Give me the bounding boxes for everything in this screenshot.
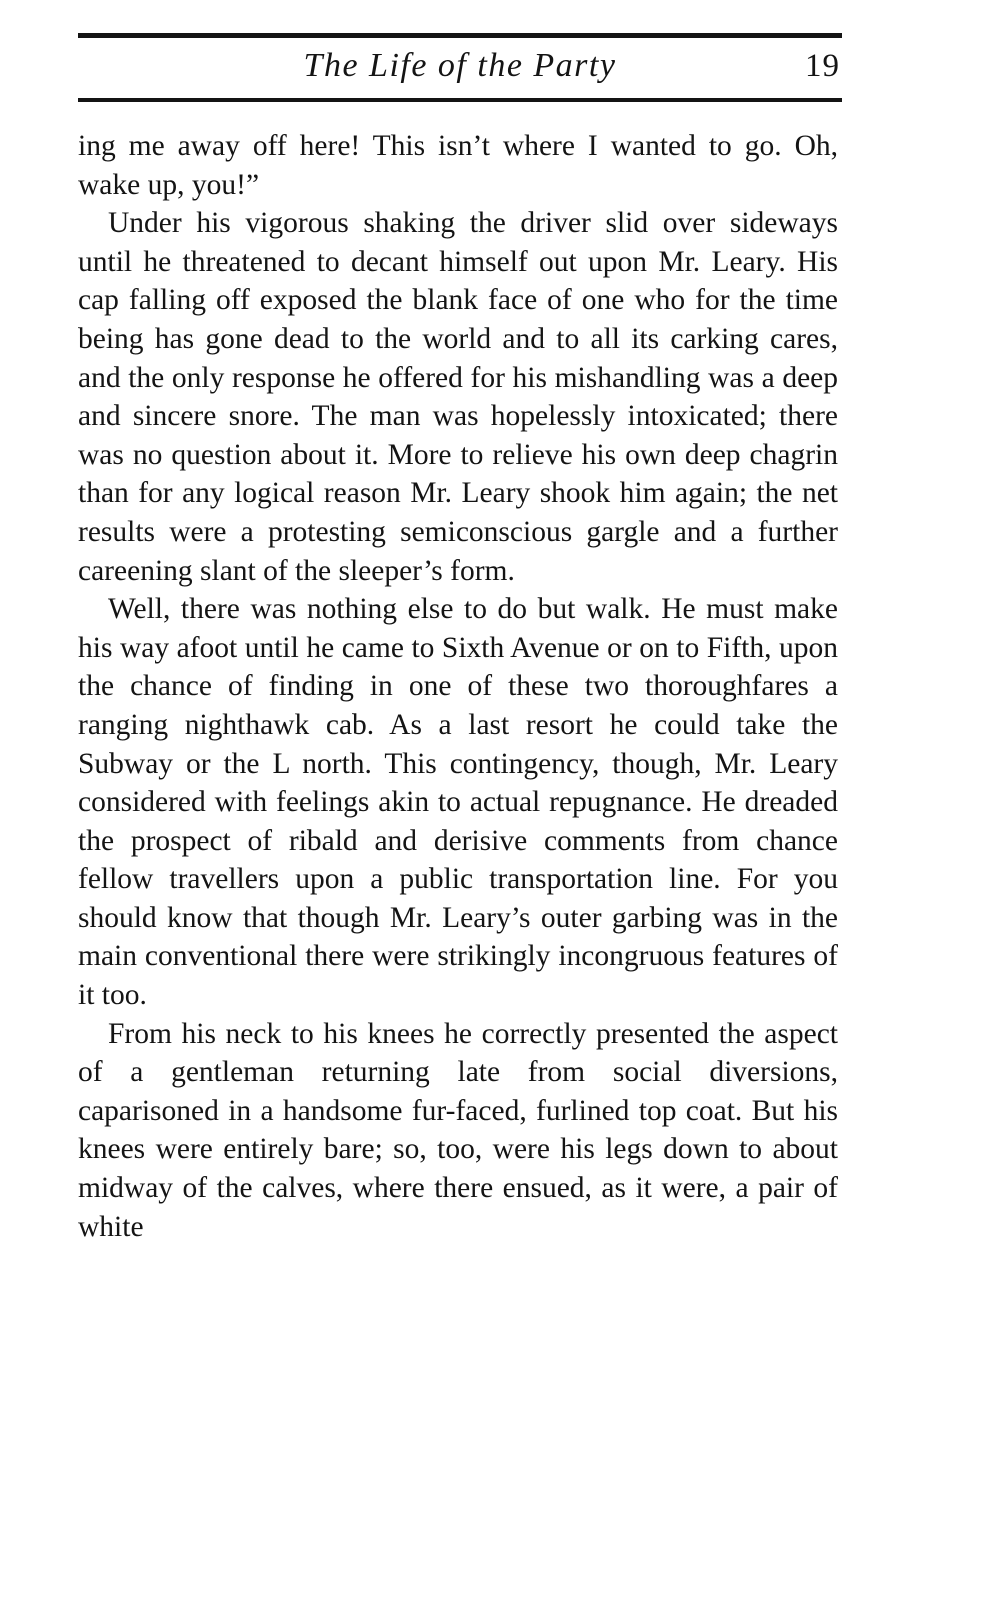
paragraph: Under his vigorous shaking the driver slid over sideways until he threatened to decant himself out upon Mr. Leary. His cap falling off exposed the blank face of one who for the time being has gone dead to the world and to all its carking cares, and the only response he offered for his mishandling was a deep and sincere snore. The man was hopelessly intoxicated; there was no question about it. More to relieve his own deep chagrin than for any logical reason Mr. Leary shook him again; the net results were a protesting semiconscious gargle and a further careening slant of the sleeper’s form. xyxy=(78,207,838,587)
running-title: The Life of the Party xyxy=(303,47,617,84)
page-number: 19 xyxy=(805,48,840,84)
paragraph-continued: ing me away off here! This isn’t where I wanted to go. Oh, wake up, you!” xyxy=(78,130,838,201)
running-head xyxy=(78,44,842,92)
paragraph: From his neck to his knees he correctly presented the aspect of a gentleman returning late from social diversions, caparisoned in a handsome fur-faced, furlined top coat. But his knees were entirely bare; so, too, were his legs down to about midway of the calves, where there ensued, as it were, a pair of white xyxy=(78,1017,838,1243)
header-top-rule xyxy=(78,33,842,38)
header-bottom-rule xyxy=(78,98,842,102)
body-text xyxy=(78,127,838,1246)
paragraph: Well, there was nothing else to do but walk. He must make his way afoot until he came to Sixth Avenue or on to Fifth, upon the chance of finding in one of these two thoroughfares a ranging nighthawk cab. As a last resort he could take the Subway or the L north. This contingency, though, Mr. Leary considered with feelings akin to actual repugnance. He dreaded the prospect of ribald and derisive comments from chance fellow travellers upon a public transportation line. For you should know that though Mr. Leary’s outer garbing was in the main conventional there were strikingly incongruous features of it too. xyxy=(78,593,838,1012)
